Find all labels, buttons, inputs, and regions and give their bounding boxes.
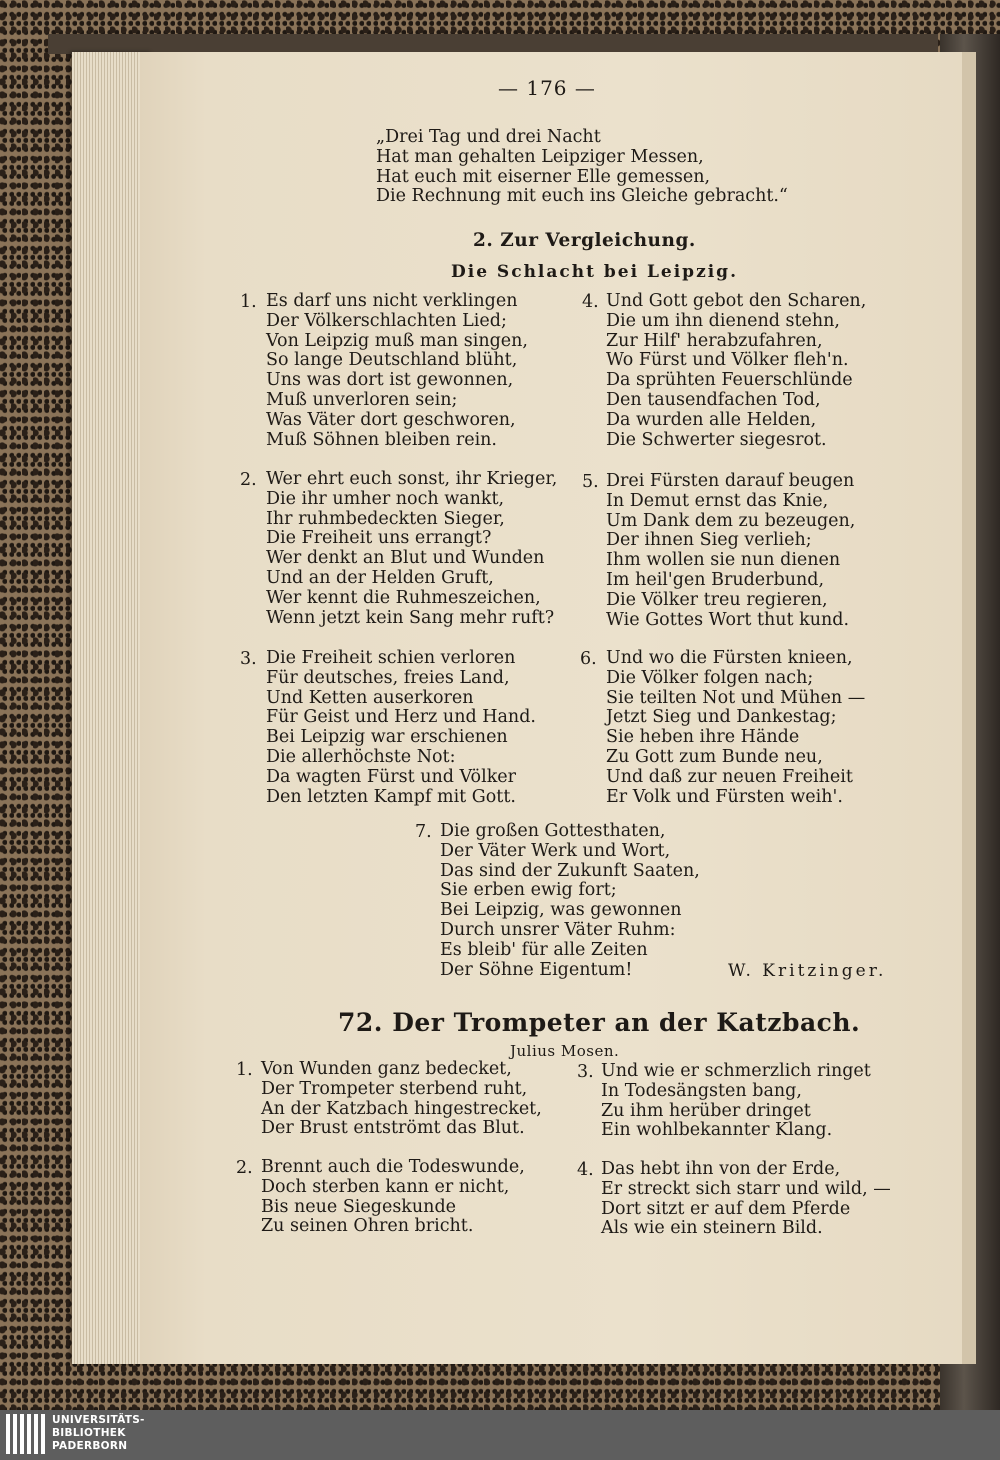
library-name-line: PADERBORN xyxy=(52,1440,128,1452)
verse-line: Die Schwerter siegesrot. xyxy=(606,429,827,450)
verse-line: Zu ihm herüber dringet xyxy=(601,1100,811,1121)
poem1-title: Die Schlacht bei Leipzig. xyxy=(451,262,738,282)
intro-verse xyxy=(376,128,788,207)
verse-line: Der Völkerschlachten Lied; xyxy=(266,310,507,331)
stanza-number: 4. xyxy=(582,292,599,312)
verse-line: Der ihnen Sieg verlieh; xyxy=(606,530,812,551)
verse-line: Drei Fürsten darauf beugen xyxy=(606,471,855,491)
verse-line: Sie erben ewig fort; xyxy=(440,880,617,901)
stanza-number: 6. xyxy=(580,649,597,669)
verse-line: Um Dank dem zu bezeugen, xyxy=(606,510,856,531)
verse-line: So lange Deutschland blüht, xyxy=(266,350,518,371)
verse-line: Er streckt sich starr und wild, — xyxy=(601,1178,891,1199)
section-heading: 2. Zur Vergleichung. xyxy=(473,230,696,251)
verse-line: Die großen Gottesthaten, xyxy=(440,821,666,841)
verse-line: Jetzt Sieg und Dankestag; xyxy=(606,707,837,728)
verse-line: Sie heben ihre Hände xyxy=(606,727,800,748)
verse-line: Ein wohlbekannter Klang. xyxy=(601,1120,833,1141)
library-name-line: BIBLIOTHEK xyxy=(52,1427,126,1439)
verse-line: Von Leipzig muß man singen, xyxy=(266,330,528,351)
library-logo-icon xyxy=(6,1414,48,1458)
verse-line: Wie Gottes Wort thut kund. xyxy=(606,609,850,630)
verse-line: Es bleib' für alle Zeiten xyxy=(440,939,648,960)
verse-line: Von Wunden ganz bedecket, xyxy=(261,1059,512,1079)
verse-line: Zu seinen Ohren bricht. xyxy=(261,1216,474,1237)
verse-line: Der Söhne Eigentum! xyxy=(440,959,633,980)
verse-line: Der Brust entströmt das Blut. xyxy=(261,1118,525,1139)
intro-line: Hat man gehalten Leipziger Messen, xyxy=(376,146,704,167)
verse-line: Sie teilten Not und Mühen — xyxy=(606,687,866,708)
verse-line: Für Geist und Herz und Hand. xyxy=(266,707,536,728)
verse-line: Uns was dort ist gewonnen, xyxy=(266,370,514,391)
poem2-title: 72. Der Trompeter an der Katzbach. xyxy=(338,1008,861,1037)
verse-line: In Demut ernst das Knie, xyxy=(606,490,829,511)
page-number: — 176 — xyxy=(498,76,596,100)
verse-line: Wer kennt die Ruhmeszeichen, xyxy=(266,587,541,608)
intro-line: „Drei Tag und drei Nacht xyxy=(376,127,601,147)
cover-board-top xyxy=(48,34,938,54)
verse-line: Der Väter Werk und Wort, xyxy=(440,840,671,861)
verse-line: Die Freiheit uns errangt? xyxy=(266,528,492,549)
verse-line: Bei Leipzig, was gewonnen xyxy=(440,900,682,921)
stanza-number: 7. xyxy=(415,822,432,842)
verse-line: Im heil'gen Bruderbund, xyxy=(606,569,825,590)
verse-line: Ihr ruhmbedeckten Sieger, xyxy=(266,508,505,529)
verse-line: Und an der Helden Gruft, xyxy=(266,567,494,588)
verse-line: Was Väter dort geschworen, xyxy=(266,409,516,430)
verse-line: Bei Leipzig war erschienen xyxy=(266,727,508,748)
verse-line: Wer denkt an Blut und Wunden xyxy=(266,548,545,569)
verse-line: Dort sitzt er auf dem Pferde xyxy=(601,1198,851,1219)
verse-line: Da wurden alle Helden, xyxy=(606,409,817,430)
poem2-author: Julius Mosen. xyxy=(510,1042,620,1060)
book-page xyxy=(140,52,968,1364)
verse-line: Zur Hilf' herabzufahren, xyxy=(606,330,823,351)
verse-line: Und Gott gebot den Scharen, xyxy=(606,291,867,311)
verse-line: Und wie er schmerzlich ringet xyxy=(601,1061,871,1081)
intro-line: Hat euch mit eiserner Elle gemessen, xyxy=(376,166,711,187)
library-name-line: UNIVERSITÄTS- xyxy=(52,1414,145,1426)
stanza-number: 5. xyxy=(582,472,599,492)
verse-line: Die Freiheit schien verloren xyxy=(266,648,516,668)
verse-line: Zu Gott zum Bunde neu, xyxy=(606,746,823,767)
verse-line: Den tausendfachen Tod, xyxy=(606,389,821,410)
verse-line: Die Völker treu regieren, xyxy=(606,589,828,610)
verse-line: Der Trompeter sterbend ruht, xyxy=(261,1078,528,1099)
verse-line: Den letzten Kampf mit Gott. xyxy=(266,786,516,807)
verse-line: Muß unverloren sein; xyxy=(266,389,458,410)
verse-line: Wo Fürst und Völker fleh'n. xyxy=(606,350,849,371)
verse-line: Und daß zur neuen Freiheit xyxy=(606,766,853,787)
library-footer xyxy=(0,1410,1000,1460)
verse-line: An der Katzbach hingestrecket, xyxy=(261,1098,542,1119)
verse-line: Das sind der Zukunft Saaten, xyxy=(440,860,700,881)
verse-line: Ihm wollen sie nun dienen xyxy=(606,550,841,571)
verse-line: Doch sterben kann er nicht, xyxy=(261,1176,510,1197)
stanza-number: 3. xyxy=(577,1062,594,1082)
poem1-author: W. Kritzinger. xyxy=(728,961,887,981)
verse-line: Muß Söhnen bleiben rein. xyxy=(266,429,497,450)
verse-line: In Todesängsten bang, xyxy=(601,1080,802,1101)
verse-line: Es darf uns nicht verklingen xyxy=(266,291,518,311)
verse-line: Und wo die Fürsten knieen, xyxy=(606,648,853,668)
stanza-number: 1. xyxy=(236,1060,253,1080)
verse-line: Die um ihn dienend stehn, xyxy=(606,310,840,331)
verse-line: Durch unsrer Väter Ruhm: xyxy=(440,919,676,940)
stanza-number: 4. xyxy=(577,1160,594,1180)
verse-line: Da sprühten Feuerschlünde xyxy=(606,370,853,391)
verse-line: Brennt auch die Todeswunde, xyxy=(261,1157,525,1177)
verse-line: Wenn jetzt kein Sang mehr ruft? xyxy=(266,607,555,628)
verse-line: Die Völker folgen nach; xyxy=(606,667,814,688)
verse-line: Die ihr umher noch wankt, xyxy=(266,488,505,509)
verse-line: Da wagten Fürst und Völker xyxy=(266,766,517,787)
verse-line: Die allerhöchste Not: xyxy=(266,746,456,767)
stanza-number: 2. xyxy=(240,470,257,490)
verse-line: Bis neue Siegeskunde xyxy=(261,1196,457,1217)
stanza-number: 2. xyxy=(236,1158,253,1178)
verse-line: Für deutsches, freies Land, xyxy=(266,667,510,688)
stanza-number: 1. xyxy=(240,292,257,312)
verse-line: Als wie ein steinern Bild. xyxy=(601,1218,823,1239)
intro-line: Die Rechnung mit euch ins Gleiche gebracht.“ xyxy=(376,186,788,207)
verse-line: Das hebt ihn von der Erde, xyxy=(601,1159,841,1179)
library-name xyxy=(52,1414,145,1453)
verse-line: Und Ketten auserkoren xyxy=(266,687,474,708)
verse-line: Wer ehrt euch sonst, ihr Krieger, xyxy=(266,469,558,489)
page-right-edge xyxy=(962,52,976,1364)
verse-line: Er Volk und Fürsten weih'. xyxy=(606,786,843,807)
stanza-number: 3. xyxy=(240,649,257,669)
